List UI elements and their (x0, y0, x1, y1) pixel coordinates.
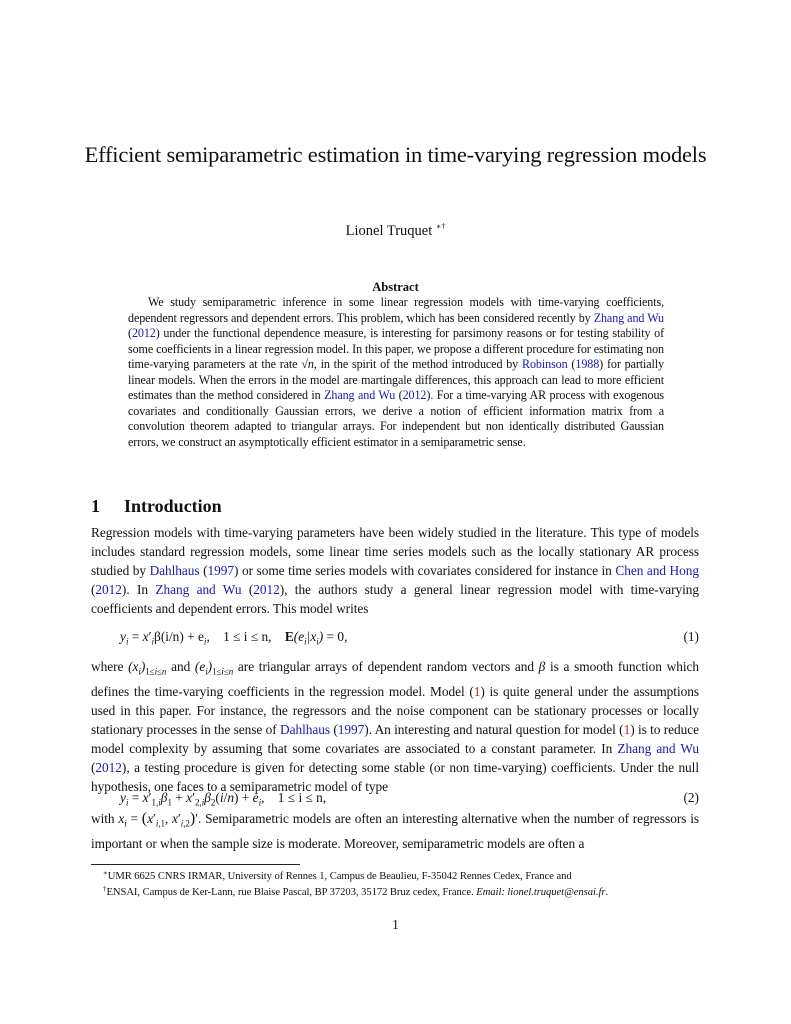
paragraph: Regression models with time-varying parameters have been widely studied in the literature. This type of models includes standard regression models, some linear time series models such as the locally stationary AR process studied by Dahlhaus (1997) or some time series models with covariates considered for instance in Chen and Hong (2012). In Zhang and Wu (2012), the authors study a general linear regression model with time-varying coefficients and dependent errors. This model writes (91, 525, 700, 617)
footnote-text: ENSAI, Campus de Ker-Lann, rue Blaise Pascal, BP 37203, 35172 Bruz cedex, France. (106, 887, 477, 898)
equation-condition: 1 ≤ i ≤ n, (223, 629, 272, 644)
citation-link[interactable]: Chen and Hong (615, 563, 699, 579)
section-title: Introduction (124, 496, 222, 516)
equation-label: (1) (683, 629, 699, 644)
abstract-text-part: . For a time-varying AR process with exogenous covariates and conditionally Gaussian errors, we derive a notion of efficient information matrix from a convolution theorem adapted to triangular arrays. For independent but non identically distributed Gaussian errors, we construct an asymptotically efficient estimator in a semiparametric sense. (128, 388, 664, 449)
citation-link[interactable]: Robinson (522, 357, 568, 371)
paragraph-text: Regression models with time-varying parameters have been widely studied in the literature. This type of models includes standard regression models, some linear time series models such as the locally stationary AR process studied by (91, 525, 699, 579)
paragraph-text: . Semiparametric models are often an interesting alternative when the number of regressors is important or when the sample size is moderate. Moreover, semiparametric models are often a (91, 811, 699, 851)
author-line (0, 218, 791, 240)
paper-title: Efficient semiparametric estimation in time-varying regression models (84, 142, 707, 167)
citation-link[interactable]: Dahlhaus (149, 563, 200, 579)
citation-link[interactable]: Zhang and Wu (617, 741, 700, 757)
abstract-text-part: for partially linear models. When the errors in the model are martingale differences, this approach can lead to more efficient estimates than the method considered in (128, 357, 665, 402)
section-heading (91, 494, 222, 518)
equation-body: $y_i = x'_{1,i}\beta_1 + x'_{2,i}\beta_2(i/n) + e_i$, 1 ≤ i ≤ n, (120, 790, 327, 808)
paragraph-text: with (91, 811, 119, 826)
abstract-text-part: under the functional dependence measure, is interesting for parsimony reasons or for testing stability of some coefficients in a linear regression model. In this paper, we propose a different procedure for estimating non time-varying parameters at the rate (128, 326, 664, 371)
author-name: Lionel Truquet (345, 223, 433, 239)
equation-condition: 1 ≤ i ≤ n, (277, 790, 327, 805)
equation-reference-link[interactable]: 1 (473, 683, 481, 699)
beta-symbol: β (538, 659, 546, 674)
footnote-mark: ∗ (103, 869, 108, 877)
citation-year-link[interactable]: 2012 (253, 582, 280, 598)
footnote-text: . (605, 887, 609, 898)
citation-link[interactable]: Dahlhaus (280, 721, 331, 737)
citation-link[interactable]: Zhang and Wu (155, 582, 242, 598)
abstract-text-part: We study semiparametric inference in some linear regression models with time-varying coefficients, dependent regressors and dependent errors. This problem, which has been considered recently by (128, 295, 664, 325)
abstract-text: We study semiparametric inference in some linear regression models with time-varying coefficients, dependent regressors and dependent errors. This problem, which has been considered recently by Zhang and Wu (2012) under the functional dependence measure, is interesting for parsimony reasons or for testing stability of some coefficients in a linear regression model. In this paper, we propose a different procedure for estimating non time-varying parameters at the rate √n, in the spirit of the method introduced by Robinson (1988) for partially linear models. When the errors in the model are martingale differences, this approach can lead to more efficient estimates than the method considered in Zhang and Wu (2012). For a time-varying AR process with exogenous covariates and conditionally Gaussian errors, we derive a notion of efficient information matrix from a convolution theorem adapted to triangular arrays. For independent but non identically distributed Gaussian errors, we construct an asymptotically efficient estimator in a semiparametric sense. (128, 295, 665, 449)
section-number: 1 (91, 496, 100, 516)
email-link[interactable]: Email: lionel.truquet@ensai.fr (476, 887, 606, 898)
footnote-text: UMR 6625 CNRS IRMAR, University of Rennes 1, Campus de Beaulieu, F-35042 Rennes Cedex, France and (107, 871, 572, 882)
citation-year-link[interactable]: 1997 (337, 721, 365, 737)
paragraph-text: . In (126, 582, 156, 598)
paragraph-text: is quite general under the assumptions used in this paper. For instance, the regressors and the noise component can be stationary processes or locally stationary processes in the sense of (91, 683, 700, 737)
citation-year-link[interactable]: 1997 (207, 563, 235, 579)
paragraph-text: . An interesting and natural question for model (368, 721, 620, 737)
citation-link[interactable]: Zhang and Wu (593, 310, 664, 325)
citation-year-link[interactable]: 2012 (95, 582, 122, 598)
paragraph-text: and (166, 659, 195, 674)
citation-year-link[interactable]: 2012 (95, 760, 122, 776)
paragraph-text: is a smooth function which defines the time-varying coefficients in the regression model. Model (91, 659, 699, 699)
citation-link[interactable]: Zhang and Wu (324, 388, 396, 402)
page-number: 1 (392, 917, 399, 932)
abstract-text-part: , in the spirit of the method introduced by (313, 357, 522, 371)
paragraph-text: is to reduce model complexity by assuming that some covariates are associated to a constant parameter. In (91, 721, 699, 757)
equation-1 (120, 627, 699, 652)
paragraph-text: , a testing procedure is given for detecting some stable (or non time-varying) coefficients. Under the null hypothesis, one faces to a semiparametric model of type (91, 760, 699, 795)
footnote-2 (103, 882, 608, 900)
author-footnote-marks[interactable]: ∗† (435, 222, 446, 231)
paragraph: with $x_i = (x'_{i,1}$, $x'_{i,2})'$. Semiparametric models are often an interesting alternative when the number of regressors is important or when the sample size is moderate. Moreover, semiparametric models are often a (91, 810, 699, 851)
paragraph-text: , the authors study a general linear regression model with time-varying coefficients and dependent errors. This model writes (91, 582, 700, 617)
citation-year-link[interactable]: 1988 (575, 357, 600, 371)
paragraph-text: are triangular arrays of dependent random vectors and (233, 659, 539, 674)
equation-reference-link[interactable]: 1 (623, 721, 631, 737)
abstract-heading: Abstract (372, 280, 419, 294)
footnote-mark: † (103, 885, 107, 893)
citation-year-link[interactable]: 2012 (402, 388, 427, 402)
paragraph-text: where (91, 659, 129, 674)
paragraph: where $(x_i)_{1\le i\le n}$ and $(e_i)_{1\le i\le n}$ are triangular arrays of dependent random vectors and β is a smooth function which defines the time-varying coefficients in the regression model. Model (1) is quite general under the assumptions used in this paper. For instance, the regressors and the noise component can be stationary processes or locally stationary processes in the sense of Dahlhaus (1997). An interesting and natural question for model (1) is to reduce model complexity by assuming that some covariates are associated to a constant parameter. In Zhang and Wu (2012), a testing procedure is given for detecting some stable (or non time-varying) coefficients. Under the null hypothesis, one faces to a semiparametric model of type (91, 659, 700, 795)
equation-label: (2) (683, 790, 699, 805)
equation-body: $y_i = x'_i\beta(i/n) + e_i$, 1 ≤ i ≤ n, $E(e_i|x_i) = 0$, (120, 629, 348, 647)
rate-sqrt-n: √n (301, 357, 314, 371)
footnote-divider (91, 864, 300, 865)
citation-year-link[interactable]: 2012 (131, 326, 156, 340)
paragraph-text: or some time series models with covariates considered for instance in (238, 563, 616, 579)
equation-term: β(i/n) + e (154, 629, 204, 644)
